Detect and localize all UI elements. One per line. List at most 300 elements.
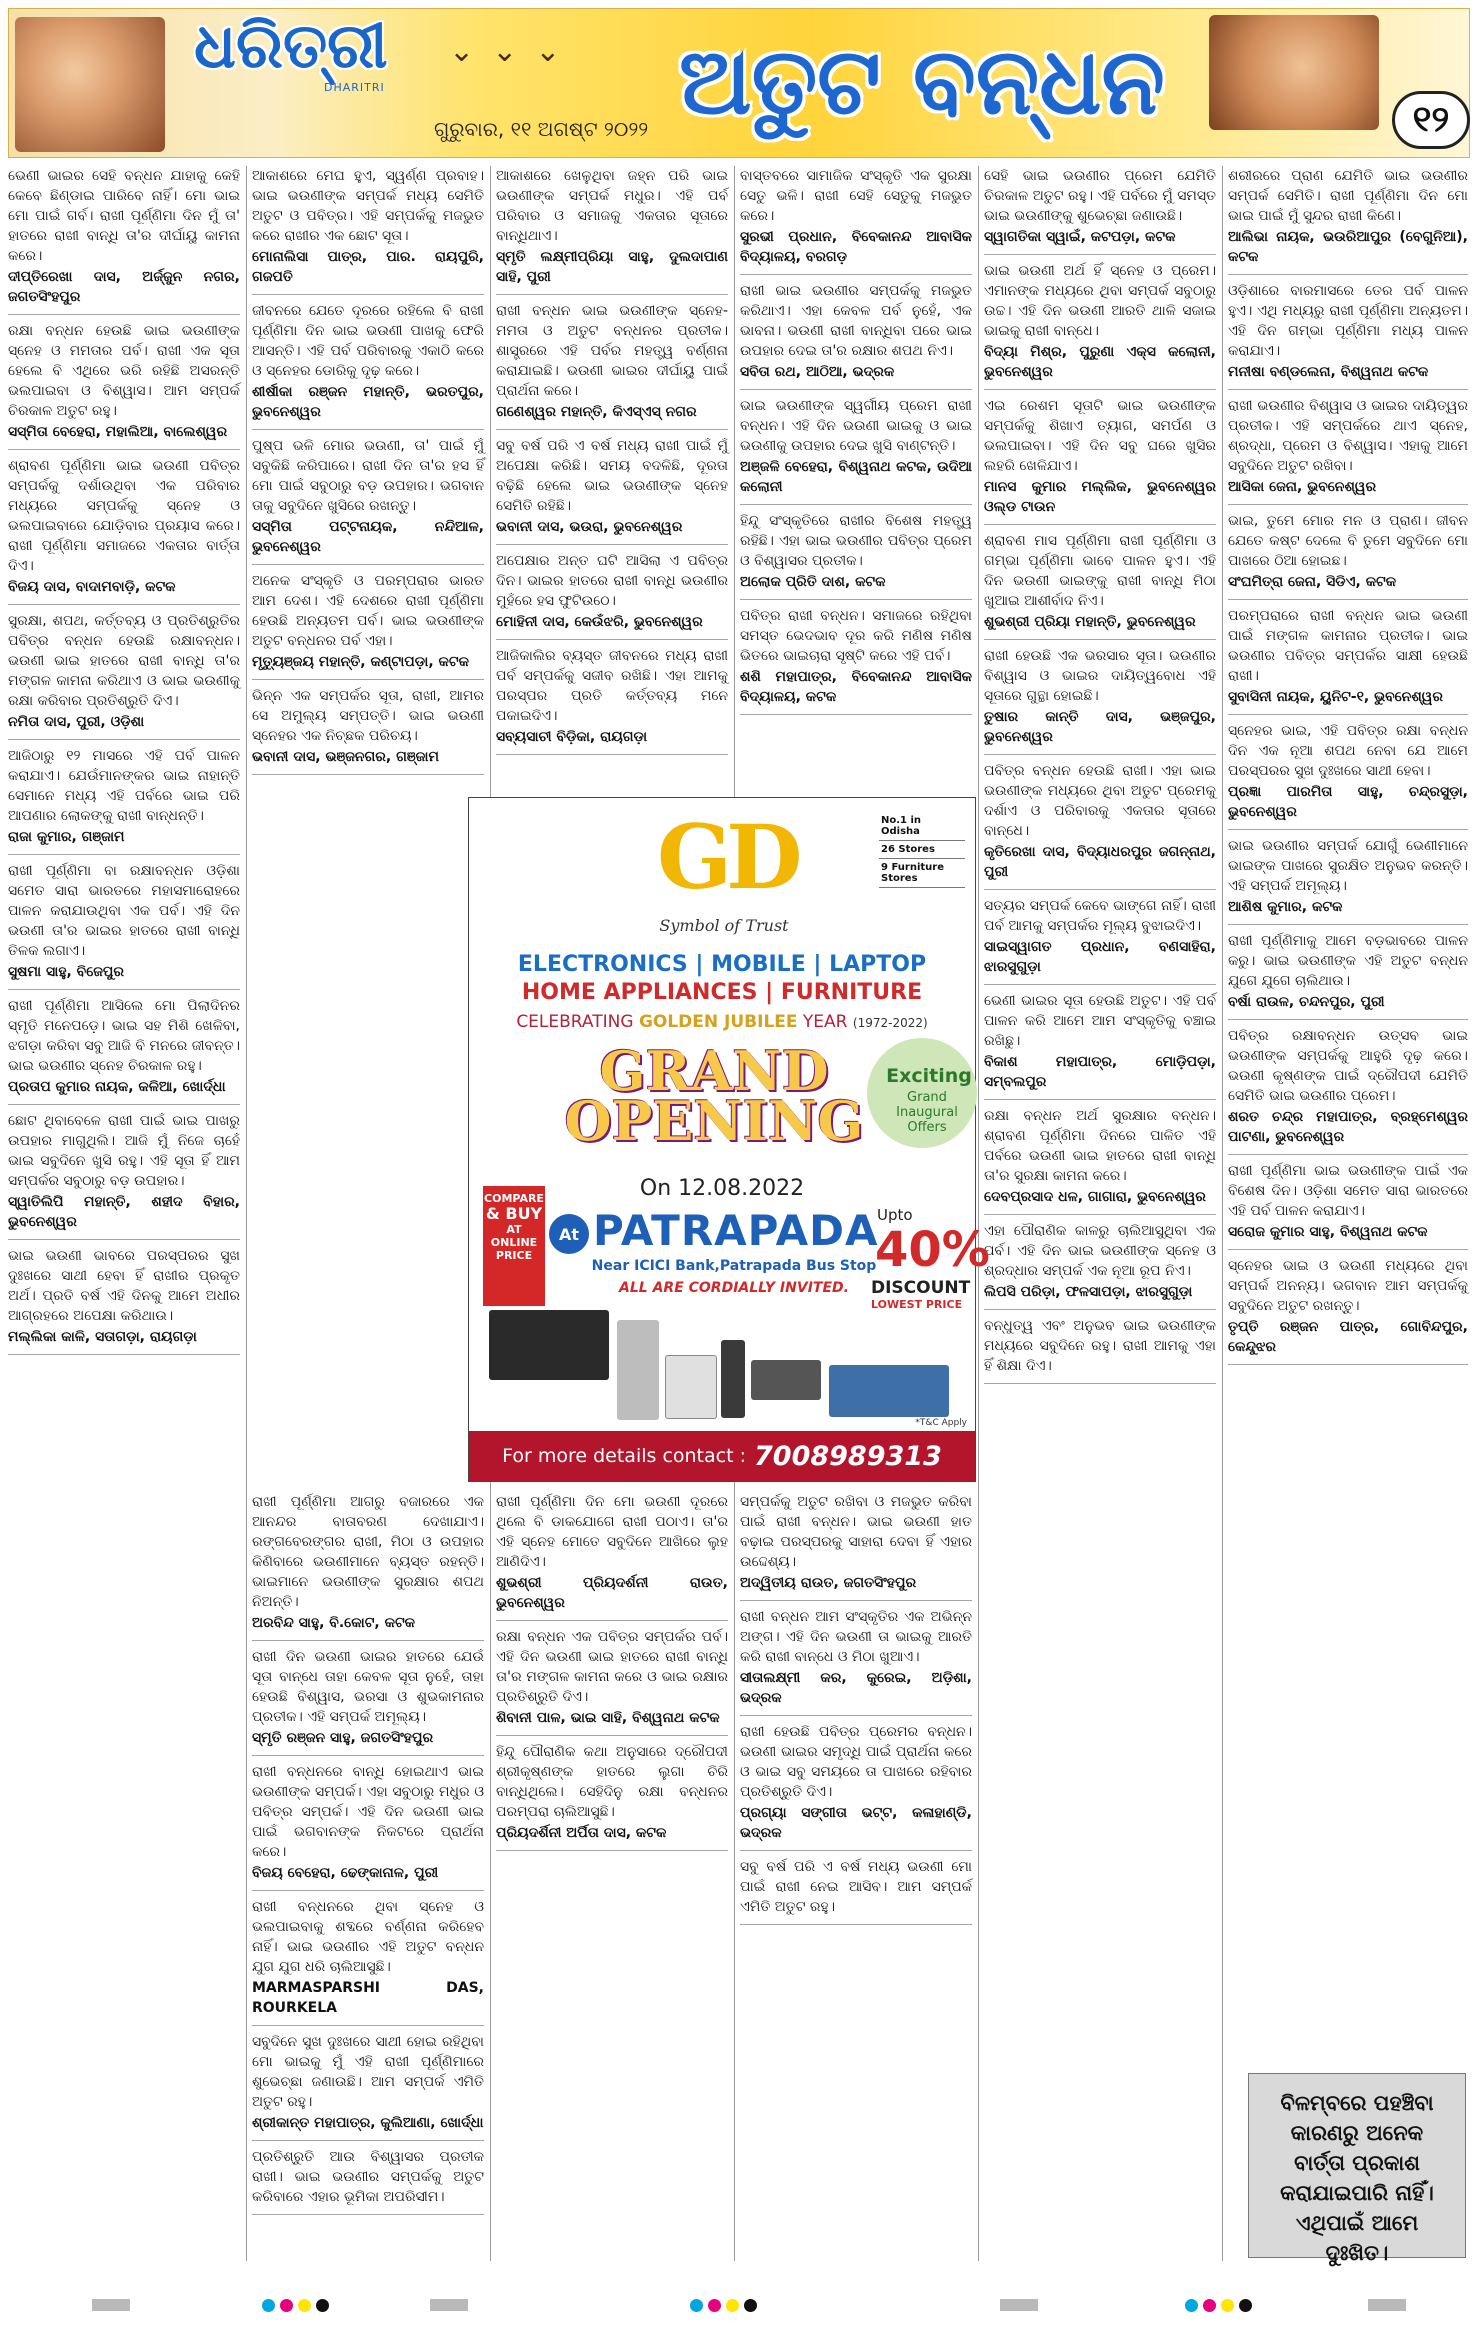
letter-body: ସବୁ ବର୍ଷ ପରି ଏ ବର୍ଷ ମଧ୍ୟ ରାଖୀ ପାଇଁ ମୁଁ ଅପେକ୍ଷା କରିଛି। ସମୟ ବଦଳିଛି, ଦୂରତା ବଢ଼ିଛି ହେଲେ ଭାଇ ଭଉଣୀଙ୍କ ସ୍ନେହ ସେମିତି ରହିଛି।: [496, 438, 728, 514]
reader-letter: [252, 1762, 484, 1883]
letter-author: ମଲ୍ଲିକା କାଳି, ସତାଗଡ଼ା, ରାୟଗଡ଼ା: [8, 1329, 197, 1345]
reader-letter: [740, 606, 972, 707]
letter-author: ମୋହିନୀ ଦାସ, କେଉଁଝରି, ଭୁବନେଶ୍ୱର: [496, 614, 703, 630]
ad-compare-tag: [483, 1186, 545, 1306]
letter-separator: [984, 889, 1216, 890]
reader-letter: [8, 456, 240, 597]
reader-letter: [984, 896, 1216, 977]
letter-separator: [1228, 1249, 1468, 1250]
letter-body: ଏହା ପୌରାଣିକ କାଳରୁ ଚାଲିଆସୁଥିବା ଏକ ପର୍ବ। ଏହି ଦିନ ଭାଇ ଭଉଣୀଙ୍କ ସ୍ନେହ ଓ ଶ୍ରଦ୍ଧାର ସମ୍ପର୍କ ଏକ ନୂଆ ରୂପ ନିଏ।: [984, 1223, 1216, 1279]
cyan-dot: [690, 2299, 703, 2312]
reader-letter: [252, 1897, 484, 2018]
letter-author: ଆଶିଷ କୁମାର, କଟକ: [1228, 899, 1343, 915]
letter-separator: [8, 739, 240, 740]
letter-separator: [984, 1309, 1216, 1310]
ad-contact-bar: [469, 1431, 975, 1481]
letter-author: ମୋନାଲିସା ପାତ୍ର, ପାର. ରାୟପୁରି, ଗଜପତି: [252, 249, 484, 285]
letter-separator: [984, 524, 1216, 525]
reader-letter: [8, 1111, 240, 1232]
letter-author: ସବ୍ୟସାଚୀ ବିଡ଼ିକା, ରାୟଗଡ଼ା: [496, 729, 648, 745]
ad-badges: [879, 812, 965, 888]
letter-author: ଶ୍ରୀକାନ୍ତ ମହାପାତ୍ର, କୁଲିଆଣା, ଖୋର୍ଦ୍ଧା: [252, 2115, 484, 2131]
letter-author: ସ୍ୱାତିଲିପି ମହାନ୍ତି, ଶହୀଦ ବିହାର, ଭୁବନେଶ୍ୱର: [8, 1194, 240, 1230]
letter-author: ଅଞ୍ଜଳି ବେହେରା, ବିଶ୍ୱନାଥ କଟକ, ଉଦିଆ କଲୋନୀ: [740, 459, 972, 495]
letter-author: ପ୍ରଗ୍ୟା ସଙ୍ଗୀତା ଭଟ୍ଟ, କଳାହାଣ୍ଡି, ଭଦ୍ରକ: [740, 1805, 972, 1841]
letter-separator: [496, 639, 728, 640]
reader-letter: [252, 1647, 484, 1748]
letter-separator: [252, 774, 484, 775]
letter-author: ବିଜୟ ବେହେରା, ଢେଙ୍କାନାଳ, ପୁରୀ: [252, 1865, 439, 1881]
letter-body: ରାଖୀ ପୂର୍ଣ୍ଣିମାକୁ ଆମେ ବଡ଼ଭାବରେ ପାଳନ କରୁ। ଭାଇ ଭଉଣୀଙ୍କ ଏହି ଅତୁଟ ବନ୍ଧନ ଯୁଗେ ଯୁଗେ ଚାଲିଥାଉ।: [1228, 933, 1468, 989]
reader-letter: [984, 166, 1216, 247]
letter-separator: [8, 1104, 240, 1105]
letter-author: ଦେବପ୍ରସାଦ ଧଳ, ଗାଗାରା, ଭୁବନେଶ୍ୱର: [984, 1189, 1206, 1205]
letter-separator: [1228, 714, 1468, 715]
letter-body: ବନ୍ଧୁତ୍ୱ ଏବଂ ଅନୁଭବ ଭାଇ ଭଉଣୀଙ୍କ ମଧ୍ୟରେ ସବୁଦିନେ ରହୁ। ରାଖୀ ଆମକୁ ଏହା ହିଁ ଶିକ୍ଷା ଦିଏ।: [984, 1318, 1216, 1374]
letter-author: ଭବାନୀ ଦାସ, ଭଞ୍ଜନଗର, ଗଞ୍ଜାମ: [252, 749, 439, 765]
letter-separator: [496, 754, 728, 755]
letter-separator: [1228, 274, 1468, 275]
letter-body: ଭାଇ ଭଉଣୀର ସମ୍ପର୍କ ଯୋଗୁଁ ଭେଣୀମାନେ ଭାଇଙ୍କ ପାଖରେ ସୁରକ୍ଷିତ ଅନୁଭବ କରନ୍ତି। ଏହି ସମ୍ପର୍କ ଅମୂଲ୍ୟ।: [1228, 838, 1468, 894]
section-title: ଅତୁଟ ବନ୍ଧନ: [679, 27, 1165, 135]
letter-author: ସାଇସ୍ୱାଗତ ପ୍ରଧାନ, ବଣସାହିରା, ଝାରସୁଗୁଡ଼ା: [984, 939, 1216, 975]
registration-mark: [92, 2299, 130, 2311]
black-dot: [1239, 2299, 1252, 2312]
letter-separator: [252, 429, 484, 430]
registration-mark: [1000, 2299, 1038, 2311]
reader-letter: [1228, 721, 1468, 822]
letter-body: ଭାଇ ଭଉଣୀ ଭାବରେ ପରସ୍ପରର ସୁଖ ଦୁଃଖରେ ସାଥୀ ହେବା ହିଁ ରାଖୀର ପ୍ରକୃତ ଅର୍ଥ। ପ୍ରତି ବର୍ଷ ଏହି ଦିନକୁ ଆମେ ଅଧୀର ଆଗ୍ରହରେ ଅପେକ୍ଷା କରିଥାଉ।: [8, 1248, 240, 1324]
letter-author: ଅଦ୍ୱିତୀୟ ରାଉତ, ଜଗତସିଂହପୁର: [740, 1575, 917, 1591]
notice-line: ବିଳମ୍ବରେ ପହଞ୍ଚିବା: [1280, 2091, 1434, 2115]
letter-separator: [1228, 504, 1468, 505]
washing-machine-icon: [665, 1355, 717, 1419]
letter-separator: [1228, 1154, 1468, 1155]
reader-letter: [8, 321, 240, 442]
reader-letter: [252, 571, 484, 672]
speaker-icon: [721, 1340, 745, 1418]
letter-separator: [1228, 1364, 1468, 1365]
reader-letter: [496, 166, 728, 287]
letter-body: ସବୁଦିନେ ସୁଖ ଦୁଃଖରେ ସାଥୀ ହୋଇ ରହିଥିବା ମୋ ଭାଇକୁ ମୁଁ ଏହି ରାଖୀ ପୂର୍ଣ୍ଣିମାରେ ଶୁଭେଚ୍ଛା ଜଣାଉଛି। ଆମ ସମ୍ପର୍କ ଏମିତି ଅତୁଟ ରହୁ।: [252, 2034, 484, 2110]
laptop-icon: [751, 1360, 821, 1400]
reader-letter: [1228, 166, 1468, 267]
letter-author: ପ୍ରତାପ କୁମାର ନାୟକ, କଳିଆ, ଖୋର୍ଦ୍ଧା: [8, 1079, 226, 1095]
reader-letter: [252, 2032, 484, 2133]
letter-separator: [984, 1383, 1216, 1384]
letter-separator: [740, 1600, 972, 1601]
ad-grand-opening: GRAND OPENING: [564, 1039, 864, 1153]
letter-separator: [740, 714, 972, 715]
letter-body: ପବିତ୍ର ରକ୍ଷାବନ୍ଧନ ଉତ୍ସବ ଭାଇ ଭଉଣୀଙ୍କ ସମ୍ପର୍କକୁ ଆହୁରି ଦୃଢ଼ କରେ। ଭଉଣୀ କୃଷ୍ଣଙ୍କ ପାଇଁ ଦ୍ରୌପଦୀ ଯେମିତି ସେମିତି ଭାଇ ଭଉଣୀର ପ୍ରେମ।: [1228, 1028, 1468, 1104]
letter-body: ରାଖୀ ବନ୍ଧନ ଭାଇ ଭଉଣୀଙ୍କ ସ୍ନେହ-ମମତା ଓ ଅତୁଟ ବନ୍ଧନର ପ୍ରତୀକ। ଶାସ୍ତ୍ରରେ ଏହି ପର୍ବର ମହତ୍ତ୍ୱ ବର୍ଣ୍ଣନା କରାଯାଇଛି। ଭଉଣୀ ଭାଇର ଦୀର୍ଘାୟୁ ପାଇଁ ପ୍ରାର୍ଥନା କରେ।: [496, 303, 728, 399]
letter-separator: [496, 429, 728, 430]
letter-separator: [252, 294, 484, 295]
letter-separator: [252, 1640, 484, 1641]
letter-author: ରାଜା କୁମାର, ଗଞ୍ଜାମ: [8, 829, 125, 845]
registration-mark: [430, 2299, 468, 2311]
letter-author: ଗଣେଶ୍ୱର ମହାନ୍ତି, କିଏସ୍‌ଏସ୍ ନଗର: [496, 404, 697, 420]
letter-separator: [8, 449, 240, 450]
cyan-dot: [1185, 2299, 1198, 2312]
letter-separator: [984, 754, 1216, 755]
notice-line: ବାର୍ତ୍ତା ପ୍ରକାଶ: [1294, 2151, 1420, 2175]
letter-author: ସୁରଭୀ ପ୍ରଧାନ, ବିବେକାନନ୍ଦ ଆବାସିକ ବିଦ୍ୟାଳୟ, ବରଗଡ଼: [740, 229, 972, 265]
letter-author: ସସ୍ମିତା ବେହେରା, ମହାଲିଆ, ବାଲେଶ୍ୱର: [8, 424, 228, 440]
reader-letter: [984, 1106, 1216, 1207]
reader-letter: [252, 2147, 484, 2207]
letter-body: ହିନ୍ଦୁ ସଂସ୍କୃତିରେ ରାଖୀର ବିଶେଷ ମହତ୍ତ୍ୱ ରହିଛି। ଏହା ଭାଇ ଭଉଣୀର ପବିତ୍ର ପ୍ରେମ ଓ ବିଶ୍ୱାସର ପ୍ରତୀକ।: [740, 513, 972, 569]
letter-separator: [8, 314, 240, 315]
reader-letter: [984, 1221, 1216, 1302]
letter-author: ଶୁଭଶ୍ରୀ ପ୍ରିୟା ମହାନ୍ତି, ଭୁବନେଶ୍ୱର: [984, 614, 1196, 630]
black-dot: [744, 2299, 757, 2312]
letter-separator: [8, 1354, 240, 1355]
ad-year-range: (1972-2022): [852, 1016, 928, 1030]
gd-logo-text: GD: [657, 805, 797, 909]
ad-compare-line: AT ONLINE PRICE: [490, 1223, 538, 1262]
letter-separator: [740, 1924, 972, 1925]
letter-body: ଛୋଟ ଥିବାବେଳେ ରାଖୀ ପାଇଁ ଭାଇ ପାଖରୁ ଉପହାର ମାଗୁଥିଲି। ଆଜି ମୁଁ ନିଜେ ଚାହେଁ ଭାଇ ସବୁଦିନେ ଖୁସି ରହୁ। ଏହି ସୂତା ହିଁ ଆମ ସମ୍ପର୍କର ସବୁଠାରୁ ବଡ଼ ଉପହାର।: [8, 1113, 240, 1189]
letter-body: ରାଖୀ ହେଉଛି ଏକ ଭରସାର ସୂତା। ଭଉଣୀର ବିଶ୍ୱାସ ଓ ଭାଇର ଦାୟିତ୍ୱବୋଧ ଏହି ସୂତାରେ ଗୁନ୍ଥା ହୋଇଛି।: [984, 648, 1216, 704]
letter-author: ମାନସ କୁମାର ମଲ୍ଲିକ, ଭୁବନେଶ୍ୱର ଓଲ୍ଡ ଟାଉନ: [984, 479, 1216, 515]
letter-body: ରାଖୀ ଭାଇ ଭଉଣୀର ସମ୍ପର୍କକୁ ମଜଭୁତ କରିଥାଏ। ଏହା କେବଳ ପର୍ବ ନୁହେଁ, ଏକ ଭାବନା। ଭଉଣୀ ରାଖୀ ବାନ୍ଧିବା ପରେ ଭାଇ ଉପହାର ଦେଇ ତା'ର ରକ୍ଷାର ଶପଥ ନିଏ।: [740, 283, 972, 359]
black-dot: [316, 2299, 329, 2312]
letter-body: ହିନ୍ଦୁ ପୌରାଣିକ କଥା ଅନୁସାରେ ଦ୍ରୌପଦୀ ଶ୍ରୀକୃଷ୍ଣଙ୍କ ହାତରେ ଲୁଗା ଚିରି ବାନ୍ଧିଥିଲେ। ସେହିଦିନୁ ରକ୍ଷା ବନ୍ଧନର ପରମ୍ପରା ଚାଲିଆସୁଛି।: [496, 1744, 728, 1820]
letter-body: ରକ୍ଷା ବନ୍ଧନ ଅର୍ଥ ସୁରକ୍ଷାର ବନ୍ଧନ। ଶ୍ରାବଣ ପୂର୍ଣ୍ଣିମା ଦିନରେ ପାଳିତ ଏହି ପର୍ବରେ ଭଉଣୀ ଭାଇ ହାତରେ ରାଖୀ ବାନ୍ଧି ତା'ର ସୁରକ୍ଷା କାମନା କରେ।: [984, 1108, 1216, 1184]
reader-letter: [740, 1492, 972, 1593]
reader-letter: [984, 646, 1216, 747]
letter-author: ଶୀର୍ଷୀକା ରଞ୍ଜନ ମହାନ୍ତି, ଭରତପୁର, ଭୁବନେଶ୍ୱର: [252, 384, 484, 420]
reader-letter: [496, 1627, 728, 1728]
letter-separator: [984, 1099, 1216, 1100]
letter-separator: [1228, 829, 1468, 830]
letter-author: ଭବାନୀ ଦାସ, ଭଉରା, ଭୁବନେଶ୍ୱର: [496, 519, 683, 535]
letter-body: ପୁଷ୍ପ ଭଳି ମୋର ଭଉଣୀ, ତା' ପାଇଁ ମୁଁ ସବୁକିଛି କରିପାରେ। ରାଖୀ ଦିନ ତା'ର ହସ ହିଁ ମୋ ପାଇଁ ସବୁଠାରୁ ବଡ଼ ଉପହାର। ଭଗବାନ ତାକୁ ସବୁଦିନେ ଖୁସିରେ ରଖନ୍ତୁ।: [252, 438, 484, 514]
letter-author: ସଂଘମିତ୍ରା ଜେନା, ସିଡିଏ, କଟକ: [1228, 574, 1397, 590]
reader-letter: [984, 396, 1216, 517]
notice-line: କରାଯାଇପାରି ନାହିଁ।: [1280, 2181, 1434, 2205]
letter-body: ପରମ୍ପରାରେ ରାଖୀ ବନ୍ଧନ ଭାଇ ଭଉଣୀ ପାଇଁ ମଙ୍ଗଳ କାମନାର ପ୍ରତୀକ। ଭାଇ ଭଉଣୀର ପବିତ୍ର ସମ୍ପର୍କର ସାକ୍ଷୀ ହେଉଛି ରାଖୀ।: [1228, 608, 1468, 684]
ad-celebrating: CELEBRATING: [516, 1012, 634, 1032]
letter-author: ଅଲୋକ ପ୍ରିତି ଦାଶ, କଟକ: [740, 574, 886, 590]
letter-author: ମୃତ୍ୟୁଞ୍ଜୟ ମହାନ୍ତି, କଣ୍ଟାପଡ଼ା, କଟକ: [252, 654, 469, 670]
reader-letter: [8, 611, 240, 732]
reader-letter: [1228, 836, 1468, 917]
letter-author: ସ୍ୱାଗତିକା ସ୍ୱାଇଁ, କଟପଡ଼ା, କଟକ: [984, 229, 1176, 245]
letter-separator: [984, 984, 1216, 985]
reader-letter: [8, 996, 240, 1097]
letter-separator: [252, 564, 484, 565]
letter-body: ରାଖୀ ବନ୍ଧନରେ ବାନ୍ଧି ହୋଇଥାଏ ଭାଇ ଭଉଣୀଙ୍କ ସମ୍ପର୍କ। ଏହା ସବୁଠାରୁ ମଧୁର ଓ ପବିତ୍ର ସମ୍ପର୍କ। ଏହି ଦିନ ଭଉଣୀ ଭାଇ ପାଇଁ ଭଗବାନଙ୍କ ନିକଟରେ ପ୍ରାର୍ଥନା କରେ।: [252, 1764, 484, 1860]
ad-place: PATRAPADA: [593, 1206, 879, 1255]
letter-body: ଅପେକ୍ଷାର ଅନ୍ତ ଘଟି ଆସିଲା ଏ ପବିତ୍ର ଦିନ। ଭାଇର ହାତରେ ରାଖୀ ବାନ୍ଧି ଭଉଣୀର ମୁହଁରେ ହସ ଫୁଟିଉଠେ।: [496, 553, 728, 609]
letter-author: MARMASPARSHI DAS, ROURKELA: [252, 1980, 484, 2016]
letter-author: ଦୀପ୍ତିରେଖା ଦାସ, ଅର୍ଜ୍ଜୁନ ନଗର, ଜଗତସିଂହପୁର: [8, 269, 240, 305]
letter-body: ରାଖୀ ପୂର୍ଣ୍ଣିମା ଭାଇ ଭଉଣୀଙ୍କ ପାଇଁ ଏକ ବିଶେଷ ଦିନ। ଓଡ଼ିଶା ସମେତ ସାରା ଭାରତରେ ଏହି ପର୍ବ ପାଳନ କରାଯାଏ।: [1228, 1163, 1468, 1219]
reader-letter: [1228, 606, 1468, 707]
letter-body: ସେହି ଭାଇ ଭଉଣୀର ପ୍ରେମ ଯେମିତି ଚିରକାଳ ଅତୁଟ ରହୁ। ଏହି ପର୍ବରେ ମୁଁ ସମସ୍ତ ଭାଇ ଭଉଣୀଙ୍କୁ ଶୁଭେଚ୍ଛା ଜଣାଉଛି।: [984, 168, 1216, 224]
letter-body: ଶ୍ରାବଣ ପୂର୍ଣ୍ଣିମା ଭାଇ ଭଉଣୀ ପବିତ୍ର ସମ୍ପର୍କକୁ ଦର୍ଶାଉଥିବା ଏକ ପରିବାର ମଧ୍ୟରେ ସମ୍ପର୍କକୁ ସ୍ନେହ ଓ ଭଲପାଇବାରେ ଯୋଡ଼ିବାର ପ୍ରୟାସ କରେ। ରାଖୀ ପୂର୍ଣ୍ଣିମା ସମାଜରେ ଏକତାର ବାର୍ତ୍ତା ଦିଏ।: [8, 458, 240, 574]
reader-letter: [496, 1742, 728, 1843]
reader-letter: [1228, 511, 1468, 592]
reader-letter: [496, 301, 728, 422]
ad-compare-line: COMPARE: [484, 1192, 544, 1205]
reader-letter: [252, 301, 484, 422]
reader-letter: [1228, 1256, 1468, 1357]
letter-body: ଜୀବନରେ ଯେତେ ଦୂରରେ ରହିଲେ ବି ରାଖୀ ପୂର୍ଣ୍ଣିମା ଦିନ ଭାଇ ଭଉଣୀ ପାଖକୁ ଫେରି ଆସନ୍ତି। ଏହି ପର୍ବ ପରିବାରକୁ ଏକାଠି କରେ ଓ ସ୍ନେହର ଡୋରିକୁ ଦୃଢ଼ କରେ।: [252, 303, 484, 379]
letter-body: ଆକାଶରେ ମେଘ ହୁଏ, ସ୍ୱର୍ଣ୍ଣ ପ୍ରବାହ। ଭାଇ ଭଉଣୀଙ୍କ ସମ୍ପର୍କ ମଧ୍ୟ ସେମିତି ଅତୁଟ ଓ ପବିତ୍ର। ଏହି ସମ୍ପର୍କକୁ ମଜଭୁତ କରେ ରାଖୀର ଏକ ଛୋଟ ସୂତା।: [252, 168, 484, 244]
yellow-dot: [1221, 2299, 1234, 2312]
letter-author: ତୃପ୍ତି ରଞ୍ଜନ ପାତ୍ର, ଗୋବିନ୍ଦପୁର, କେନ୍ଦୁଝର: [1228, 1319, 1468, 1355]
letter-body: ଅନେକ ସଂସ୍କୃତି ଓ ପରମ୍ପରାର ଭାରତ ଆମ ଦେଶ। ଏହି ଦେଶରେ ରାଖୀ ପୂର୍ଣ୍ଣିମା ହେଉଛି ଅନ୍ୟତମ ପର୍ବ। ଭାଇ ଭଉଣୀଙ୍କ ଅତୁଟ ବନ୍ଧନର ପର୍ବ ଏହା।: [252, 573, 484, 649]
ad-year-word: YEAR: [802, 1012, 848, 1032]
letter-separator: [984, 389, 1216, 390]
letter-body: ଭାଇ ଭଉଣୀ ଅର୍ଥ ହିଁ ସ୍ନେହ ଓ ପ୍ରେମ। ଏମାନଙ୍କ ମଧ୍ୟରେ ଥିବା ସମ୍ପର୍କ ସବୁଠାରୁ ଉଚ୍ଚ। ଏହି ଦିନ ଭଉଣୀ ଆରତି ଥାଳି ସଜାଇ ଭାଇକୁ ରାଖୀ ବାନ୍ଧେ।: [984, 263, 1216, 339]
letter-separator: [252, 2214, 484, 2215]
letter-author: ବିଦ୍ୟା ମିଶ୍ର, ପୁରୁଣା ଏକ୍ସ କଲୋନୀ, ଭୁବନେଶ୍ୱର: [984, 344, 1216, 380]
letter-body: ଭେଣୀ ଭାଇର ସୂତା ହେଉଛି ଅତୁଟ। ଏହି ପର୍ବ ପାଳନ କରି ଆମେ ଆମ ସଂସ୍କୃତିକୁ ବଞ୍ଚାଇ ରଖିଛୁ।: [984, 993, 1216, 1049]
letter-separator: [740, 274, 972, 275]
ad-categories-line-1: ELECTRONICS | MOBILE | LAPTOP: [517, 952, 927, 977]
letter-body: ପବିତ୍ର ବନ୍ଧନ ହେଉଛି ରାଖୀ। ଏହା ଭାଇ ଭଉଣୀଙ୍କ ମଧ୍ୟରେ ଥିବା ଅତୁଟ ପ୍ରେମକୁ ଦର୍ଶାଏ ଓ ପରିବାରକୁ ଏକତାର ସୂତାରେ ବାନ୍ଧେ।: [984, 763, 1216, 839]
letter-separator: [496, 1620, 728, 1621]
ad-near: Near ICICI Bank,Patrapada Bus Stop: [591, 1258, 877, 1274]
reader-letter: [984, 991, 1216, 1092]
letter-body: ଭାଇ ଭଉଣୀଙ୍କ ସ୍ୱର୍ଗୀୟ ପ୍ରେମ ରାଖୀ ବନ୍ଧନ। ଏହି ଦିନ ଭଉଣୀ ଭାଇକୁ ଓ ଭାଇ ଭଉଣୀକୁ ଉପହାର ଦେଇ ଖୁସି ବାଣ୍ଟନ୍ତି।: [740, 398, 972, 454]
letter-author: ଲିପସି ପରିଡ଼ା, ଫଳସାପଡ଼ା, ଝାରସୁଗୁଡ଼ା: [984, 1284, 1193, 1300]
letter-body: ଆଜିଠାରୁ ୧୨ ମାସରେ ଏହି ପର୍ବ ପାଳନ କରାଯାଏ। ଯେଉଁମାନଙ୍କର ଭାଇ ନାହାନ୍ତି ସେମାନେ ମଧ୍ୟ ଏହି ପର୍ବରେ ଭାଇ ପରି ଆପଣାର ଲୋକଙ୍କୁ ରାଖୀ ବାନ୍ଧନ୍ତି।: [8, 748, 240, 824]
reader-letter: [1228, 1161, 1468, 1242]
letter-separator: [1228, 389, 1468, 390]
rakhi-photo-right: [1209, 15, 1379, 130]
letter-separator: [252, 679, 484, 680]
reader-letter: [252, 686, 484, 767]
letter-separator: [252, 2025, 484, 2026]
letter-body: ଭିନ୍ନ ଏକ ସମ୍ପର୍କର ସୂତା, ରାଖୀ, ଆମର ସେ ଅମୁଲ୍ୟ ସମ୍ପତ୍ତି। ଭାଇ ଭଉଣୀ ସ୍ନେହର ଏକ ନିଚ୍ଛକ ପରିଚୟ।: [252, 688, 484, 744]
ad-contact-label: For more details contact :: [502, 1445, 746, 1467]
letter-separator: [740, 389, 972, 390]
notice-line: ଏଥିପାଇଁ ଆମେ: [1295, 2211, 1419, 2235]
letter-author: ଅରବିନ୍ଦ ସାହୁ, ବି.କୋଟ, କଟକ: [252, 1615, 416, 1631]
letter-separator: [740, 1715, 972, 1716]
reader-letter: [496, 646, 728, 747]
letters-column-6: [1228, 166, 1468, 2261]
reader-letter: [740, 1722, 972, 1843]
ad-spacer: [252, 781, 484, 1492]
ad-lowest-price: LOWEST PRICE: [871, 1298, 963, 1311]
yellow-dot: [726, 2299, 739, 2312]
letter-author: ବିକାଶ ମହାପାତ୍ର, ମୋଡ଼ିପଡ଼ା, ସମ୍ବଲପୁର: [984, 1054, 1216, 1090]
column-divider: [978, 166, 979, 2261]
letter-body: ସତ୍ୟର ସମ୍ପର୍କ କେବେ ଭାଙ୍ଗେ ନାହିଁ। ରାଖୀ ପର୍ବ ଆମକୁ ସମ୍ପର୍କର ମୂଲ୍ୟ ବୁଝାଇଦିଏ।: [984, 898, 1216, 934]
letter-author: ଶରତ ଚନ୍ଦ୍ର ମହାପାତ୍ର, ବ୍ରହ୍ମେଶ୍ୱର ପାଟଣା, ଭୁବନେଶ୍ୱର: [1228, 1109, 1468, 1145]
reader-letter: [8, 1246, 240, 1347]
print-registration-bar: [0, 2275, 1478, 2339]
letter-body: ଭାଇ, ତୁମେ ମୋର ମନ ଓ ପ୍ରାଣ। ଜୀବନ ଯେତେ କଷ୍ଟ ଦେଲେ ବି ତୁମେ ସବୁଦିନେ ମୋ ପାଖରେ ଠିଆ ହୋଇଛ।: [1228, 513, 1468, 569]
letter-body: ସ୍ନେହର ଭାଇ, ଏହି ପବିତ୍ର ରକ୍ଷା ବନ୍ଧନ ଦିନ ଏକ ନୂଆ ଶପଥ ନେବା ଯେ ଆମେ ପରସ୍ପରର ସୁଖ ଦୁଃଖରେ ସାଥୀ ହେବା।: [1228, 723, 1468, 779]
ad-celebrating-line: [469, 1012, 975, 1032]
letter-author: ଶିବାନୀ ପାଳ, ଭାଇ ସାହି, ବିଶ୍ୱନାଥ କଟକ: [496, 1710, 720, 1726]
ad-tnc: *T&C Apply: [915, 1418, 967, 1428]
letter-author: ସ୍ମୃତି ଲକ୍ଷ୍ମୀପ୍ରିୟା ସାହୁ, ଦୁଲଦାପାଣ ସାହି, ପୁରୀ: [496, 249, 728, 285]
letter-separator: [252, 1890, 484, 1891]
letter-body: ରାଖୀ ପୂର୍ଣ୍ଣିମା ଆଗରୁ ବଜାରରେ ଏକ ଆନନ୍ଦର ବାତାବରଣ ଦେଖାଯାଏ। ରଙ୍ଗବେରଙ୍ଗର ରାଖୀ, ମିଠା ଓ ଉପହାର କିଣିବାରେ ଭଉଣୀମାନେ ବ୍ୟସ୍ତ ରହନ୍ତି। ଭାଇମାନେ ଭଉଣୀଙ୍କ ସୁରକ୍ଷାର ଶପଥ ନିଅନ୍ତି।: [252, 1494, 484, 1610]
ad-badge: 26 Stores: [879, 841, 965, 859]
letter-separator: [496, 294, 728, 295]
letter-body: ରାଖୀ ହେଉଛି ପବିତ୍ର ପ୍ରେମର ବନ୍ଧନ। ଭଉଣୀ ଭାଇର ସମୃଦ୍ଧି ପାଇଁ ପ୍ରାର୍ଥନା କରେ ଓ ଭାଇ ସବୁ ସମୟରେ ତା ପାଖରେ ରହିବାର ପ୍ରତିଶ୍ରୁତି ଦିଏ।: [740, 1724, 972, 1800]
letter-author: ବର୍ଷା ରାଉଳ, ଚନ୍ଦନପୁର, ପୁରୀ: [1228, 994, 1385, 1010]
gd-store-advertisement: [468, 797, 990, 1482]
letter-author: ନମିତା ଦାସ, ପୁରୀ, ଓଡ଼ିଶା: [8, 714, 145, 730]
letter-author: ପ୍ରଜ୍ଞା ପାରମିତା ସାହୁ, ଚନ୍ଦ୍ରସୁଡ଼ା, ଭୁବନେଶ୍ୱର: [1228, 784, 1468, 820]
letter-author: ଆସିକା ଜେନା, ଭୁବନେଶ୍ୱର: [1228, 479, 1377, 495]
letter-body: ଭେଣୀ ଭାଇର ସେହି ବନ୍ଧନ ଯାହାକୁ କେହି କେବେ ଛିଣ୍ଡାଇ ପାରିବେ ନାହିଁ। ମୋ ଭାଇ ମୋ ପାଇଁ ଗର୍ବ। ରାଖୀ ପୂର୍ଣ୍ଣିମା ଦିନ ମୁଁ ତା' ହାତରେ ରାଖୀ ବାନ୍ଧି ତା'ର ଦୀର୍ଘାୟୁ କାମନା କରେ।: [8, 168, 240, 264]
fridge-icon: [617, 1320, 659, 1420]
ad-upto: Upto: [877, 1206, 913, 1224]
letter-body: ପବିତ୍ର ରାଖୀ ବନ୍ଧନ। ସମାଜରେ ରହିଥିବା ସମସ୍ତ ଭେଦଭାବ ଦୂର କରି ମଣିଷ ମଣିଷ ଭିତରେ ଭାଇଚାରା ସୃଷ୍ଟି କରେ ଏହି ପର୍ବ।: [740, 608, 972, 664]
ad-discount-word: DISCOUNT: [871, 1278, 971, 1298]
letter-body: ଶରୀରରେ ପ୍ରାଣ ଯେମିତି ଭାଇ ଭଉଣୀର ସମ୍ପର୍କ ସେମିତି। ରାଖୀ ପୂର୍ଣ୍ଣିମା ଦିନ ମୋ ଭାଇ ପାଇଁ ମୁଁ ସୁନ୍ଦର ରାଖୀ କିଣେ।: [1228, 168, 1468, 224]
page-header: [8, 8, 1470, 158]
letter-author: ଆଲିଭା ନାୟକ, ଭଉରିଆପୁର (ବେଗୁନିଆ), କଟକ: [1228, 229, 1468, 265]
reader-letter: [740, 396, 972, 497]
letter-body: ରାଖୀ ପୂର୍ଣ୍ଣିମା ଦିନ ମୋ ଭଉଣୀ ଦୂରରେ ଥିଲେ ବି ଡାକଯୋଗେ ରାଖୀ ପଠାଏ। ତା'ର ଏହି ସ୍ନେହ ମୋତେ ସବୁଦିନେ ଆଖିରେ ଲୁହ ଆଣିଦିଏ।: [496, 1494, 728, 1570]
reader-letter: [496, 1492, 728, 1613]
letter-separator: [1228, 924, 1468, 925]
reader-letter: [496, 551, 728, 632]
reader-letter: [252, 166, 484, 287]
magenta-dot: [1203, 2299, 1216, 2312]
reader-letter: [740, 1857, 972, 1917]
letter-author: ସୀତାଲକ୍ଷ୍ମୀ କର, କୁରେଇ, ଅଡ଼ିଶା, ଭଦ୍ରକ: [740, 1670, 972, 1706]
sofa-icon: [829, 1365, 949, 1417]
reader-letter: [252, 436, 484, 557]
letter-body: ରାଖୀ ଭଉଣୀର ବିଶ୍ୱାସ ଓ ଭାଇର ଦାୟିତ୍ୱର ପ୍ରତୀକ। ଏହି ସମ୍ପର୍କରେ ଥାଏ ସ୍ନେହ, ଶ୍ରଦ୍ଧା, ପ୍ରେମ ଓ ବିଶ୍ୱାସ। ଏହାକୁ ଆମେ ସବୁଦିନେ ଅତୁଟ ରଖିବା।: [1228, 398, 1468, 474]
letter-author: ମନୀଷା ବଣ୍ଡଲେନା, ବିଶ୍ୱନାଥ କଟକ: [1228, 364, 1429, 380]
letters-column-5: [984, 166, 1216, 2261]
letter-body: ଆଜିକାଲିର ବ୍ୟସ୍ତ ଜୀବନରେ ମଧ୍ୟ ରାଖୀ ପର୍ବ ସମ୍ପର୍କକୁ ସଜୀବ ରଖିଛି। ଏହା ଆମକୁ ପରସ୍ପର ପ୍ରତି କର୍ତ୍ତବ୍ୟ ମନେ ପକାଇଦିଏ।: [496, 648, 728, 724]
ad-invite: ALL ARE CORDIALLY INVITED.: [619, 1280, 849, 1296]
letter-body: ସବୁ ବର୍ଷ ପରି ଏ ବର୍ଷ ମଧ୍ୟ ଭଉଣୀ ମୋ ପାଇଁ ରାଖୀ ନେଇ ଆସିବ। ଆମ ସମ୍ପର୍କ ଏମିତି ଅତୁଟ ରହୁ।: [740, 1859, 972, 1915]
ad-badge: 9 Furniture Stores: [879, 859, 965, 888]
cyan-dot: [262, 2299, 275, 2312]
birds-icon: ⌄⌄⌄: [449, 34, 579, 69]
letter-separator: [496, 544, 728, 545]
letter-author: ପ୍ରିୟଦର୍ଶିନୀ ଅର୍ପିତା ଦାସ, କଟକ: [496, 1825, 667, 1841]
letter-separator: [252, 1755, 484, 1756]
ad-opening-date: On 12.08.2022: [639, 1176, 805, 1201]
reader-letter: [740, 511, 972, 592]
letter-body: ରାଖୀ ପୂର୍ଣ୍ଣିମା ବା ରକ୍ଷାବନ୍ଧନ ଓଡ଼ିଶା ସମେତ ସାରା ଭାରତରେ ମହାସମାରୋହରେ ପାଳନ କରାଯାଉଥିବା ଏକ ପର୍ବ। ଏହି ଦିନ ଭଉଣୀ ତା'ର ଭାଇର ହାତରେ ରାଖୀ ବାନ୍ଧି ତିଳକ ଲଗାଏ।: [8, 863, 240, 959]
letter-author: ସ୍ମୃତି ରଞ୍ଜନ ସାହୁ, ଜଗତସିଂହପୁର: [252, 1730, 434, 1746]
reader-letter: [740, 1607, 972, 1708]
letter-body: ରାଖୀ ଦିନ ଭଉଣୀ ଭାଇର ହାତରେ ଯେଉଁ ସୂତା ବାନ୍ଧେ ତାହା କେବଳ ସୂତା ନୁହେଁ, ତାହା ହେଉଛି ବିଶ୍ୱାସ, ଭରସା ଓ ଶୁଭକାମନାର ପ୍ରତୀକ। ଏହି ସମ୍ପର୍କ ଅମୂଲ୍ୟ।: [252, 1649, 484, 1725]
dateline: ଗୁରୁବାର, ୧୧ ଅଗଷ୍ଟ ୨୦୨୨: [434, 117, 649, 141]
letter-separator: [984, 1214, 1216, 1215]
ad-exciting-sub: Grand Inaugural Offers: [896, 1090, 958, 1135]
letter-separator: [1228, 1019, 1468, 1020]
letter-body: ଆକାଶରେ ଖେଳୁଥିବା ଜହ୍ନ ପରି ଭାଇ ଭଉଣୀଙ୍କ ସମ୍ପର୍କ ମଧୁର। ଏହି ପର୍ବ ପରିବାର ଓ ସମାଜକୁ ଏକତାର ସୂତାରେ ବାନ୍ଧିଥାଏ।: [496, 168, 728, 244]
letter-author: ସରୋଜ କୁମାର ସାହୁ, ବିଶ୍ୱନାଥ କଟକ: [1228, 1224, 1428, 1240]
letter-separator: [984, 639, 1216, 640]
letters-column-2: [252, 166, 484, 2261]
reader-letter: [740, 281, 972, 382]
letter-separator: [1228, 599, 1468, 600]
letter-author: ବିଜୟ ଦାସ, ବାଦାମବାଡ଼ି, କଟକ: [8, 579, 176, 595]
magenta-dot: [280, 2299, 293, 2312]
letter-author: ସବିତା ରଥ, ଆଠିଆ, ଭଦ୍ରକ: [740, 364, 895, 380]
ad-discount-percent: 40%: [875, 1222, 990, 1278]
ad-tagline: Symbol of Trust: [659, 916, 789, 935]
letter-author: ଶୁଭଶ୍ରୀ ପ୍ରିୟଦର୍ଶନୀ ରାଉତ, ଭୁବନେଶ୍ୱର: [496, 1575, 728, 1611]
yellow-dot: [298, 2299, 311, 2312]
letter-body: ପ୍ରତିଶ୍ରୁତି ଆଉ ବିଶ୍ୱାସର ପ୍ରତୀକ ରାଖୀ। ଭାଇ ଭଉଣୀର ସମ୍ପର୍କକୁ ଅତୁଟ କରିବାରେ ଏହାର ଭୂମିକା ଅପରିସୀମ।: [252, 2149, 484, 2205]
ad-at-badge: At: [549, 1214, 589, 1254]
letter-body: ସମ୍ପର୍କକୁ ଅତୁଟ ରଖିବା ଓ ମଜଭୁତ କରିବା ପାଇଁ ରାଖୀ ବନ୍ଧନ। ଭାଇ ଭଉଣୀ ହାତ ବଢ଼ାଇ ପରସ୍ପରକୁ ସାହାରା ଦେବା ହିଁ ଏହାର ଉଦ୍ଦେଶ୍ୟ।: [740, 1494, 972, 1570]
reader-letter: [252, 1492, 484, 1633]
letter-separator: [496, 1850, 728, 1851]
letter-separator: [252, 2140, 484, 2141]
letter-separator: [984, 254, 1216, 255]
reader-letter: [496, 436, 728, 537]
notice-line: କାରଣରୁ ଅନେକ: [1290, 2121, 1424, 2145]
reader-letter: [740, 166, 972, 267]
tv-icon: [489, 1310, 609, 1380]
letter-separator: [740, 599, 972, 600]
letter-body: ଏଇ ରେଶମ ସୂତାଟି ଭାଇ ଭଉଣୀଙ୍କ ସମ୍ପର୍କକୁ ଶିଖାଏ ତ୍ୟାଗ, ସମର୍ପଣ ଓ ଭଲପାଇବା। ଏହି ଦିନ ସବୁ ଘରେ ଖୁସିର ଲହରି ଖେଳିଯାଏ।: [984, 398, 1216, 474]
gd-logo: [657, 805, 797, 917]
ad-categories-line-2: HOME APPLIANCES | FURNITURE: [521, 980, 923, 1005]
registration-mark: [1368, 2299, 1406, 2311]
letter-body: ରାଖୀ ପୂର୍ଣ୍ଣିମା ଆସିଲେ ମୋ ପିଲାଦିନର ସ୍ମୃତି ମନେପଡ଼େ। ଭାଇ ସହ ମିଶି ଖେଳିବା, ଝଗଡ଼ା କରିବା ସବୁ ଆଜି ବି ମନରେ ଜୀବନ୍ତ। ଭାଇ ଭଉଣୀର ସ୍ନେହ ଚିରକାଳ ରହୁ।: [8, 998, 240, 1074]
letter-separator: [740, 504, 972, 505]
letter-author: ସସ୍ମିତା ପଟ୍ଟନାୟକ, ନନ୍ଦିଆଳ, ଭୁବନେଶ୍ୱର: [252, 519, 484, 555]
letter-separator: [8, 1239, 240, 1240]
letter-body: ରାଖୀ ବନ୍ଧନ ଆମ ସଂସ୍କୃତିର ଏକ ଅଭିନ୍ନ ଅଙ୍ଗ। ଏହି ଦିନ ଭଉଣୀ ତା ଭାଇକୁ ଆରତି କରି ରାଖୀ ବାନ୍ଧେ ଓ ମିଠା ଖୁଆଏ।: [740, 1609, 972, 1665]
letter-separator: [740, 1850, 972, 1851]
page-number: ୧୨: [1392, 91, 1470, 149]
reader-letter: [8, 861, 240, 982]
ad-exciting: Exciting: [886, 1065, 972, 1087]
reader-letter: [1228, 396, 1468, 497]
magenta-dot: [708, 2299, 721, 2312]
reader-letter: [1228, 931, 1468, 1012]
ad-products-illustration: [489, 1310, 959, 1428]
letter-author: ସୁବାସିନୀ ନାୟକ, ୟୁନିଟ-୧, ଭୁବନେଶ୍ୱର: [1228, 689, 1443, 705]
letter-body: ଓଡ଼ିଶାରେ ବାରମାସରେ ତେର ପର୍ବ ପାଳନ ହୁଏ। ଏଥି ମଧ୍ୟରୁ ରାଖୀ ପୂର୍ଣ୍ଣିମା ଅନ୍ୟତମ। ଏହି ଦିନ ଗମ୍ଭା ପୂର୍ଣ୍ଣିମା ମଧ୍ୟ ପାଳନ କରାଯାଏ।: [1228, 283, 1468, 359]
letter-separator: [8, 604, 240, 605]
letter-body: ରକ୍ଷା ବନ୍ଧନ ହେଉଛି ଭାଇ ଭଉଣୀଙ୍କ ସ୍ନେହ ଓ ମମତାର ପର୍ବ। ରାଖୀ ଏକ ସୂତା ହେଲେ ବି ଏଥିରେ ଭରି ରହିଛି ଅସରନ୍ତି ଭଲପାଇବା ଓ ବିଶ୍ୱାସ। ଆମ ସମ୍ପର୍କ ଚିରକାଳ ଅତୁଟ ରହୁ।: [8, 323, 240, 419]
ad-contact-phone: 7008989313: [754, 1440, 942, 1472]
letter-separator: [496, 1735, 728, 1736]
notice-line: ଦୁଃଖିତ।: [1325, 2241, 1389, 2265]
letter-body: ସୁରକ୍ଷା, ଶପଥ, କର୍ତ୍ତବ୍ୟ ଓ ପ୍ରତିଶ୍ରୁତିର ପବିତ୍ର ବନ୍ଧନ ହେଉଛି ରକ୍ଷାବନ୍ଧନ। ଭଉଣୀ ଭାଇ ହାତରେ ରାଖୀ ବାନ୍ଧି ତା'ର ମଙ୍ଗଳ କାମନା କରିଥାଏ ଓ ଭାଇ ଭଉଣୀକୁ ରକ୍ଷା କରିବାର ପ୍ରତିଶ୍ରୁତି ଦିଏ।: [8, 613, 240, 709]
reader-letter: [1228, 1026, 1468, 1147]
letter-body: ଶ୍ରାବଣ ମାସ ପୂର୍ଣ୍ଣିମା ରାଖୀ ପୂର୍ଣ୍ଣିମା ଓ ଗମ୍ଭା ପୂର୍ଣ୍ଣିମା ଭାବେ ପାଳନ ହୁଏ। ଏହି ଦିନ ଭଉଣୀ ଭାଇଙ୍କୁ ରାଖୀ ବାନ୍ଧି ମିଠା ଖୁଆଇ ଆଶୀର୍ବାଦ ନିଏ।: [984, 533, 1216, 609]
ad-badge: No.1 in Odisha: [879, 812, 965, 841]
reader-letter: [8, 746, 240, 847]
letters-column-1: [8, 166, 240, 2261]
masthead-english: DHARITRI: [324, 81, 385, 94]
column-divider: [246, 166, 247, 2261]
ad-golden-jubilee: GOLDEN JUBILEE: [638, 1012, 798, 1032]
reader-letter: [984, 261, 1216, 382]
letter-author: କୃତିରେଖା ଦାସ, ବିଦ୍ୟାଧରପୁର ଜଗନ୍ନାଥ, ପୁରୀ: [984, 844, 1216, 880]
delay-notice-box: [1248, 2073, 1466, 2265]
letter-separator: [8, 989, 240, 990]
ad-compare-line: & BUY: [485, 1204, 543, 1223]
